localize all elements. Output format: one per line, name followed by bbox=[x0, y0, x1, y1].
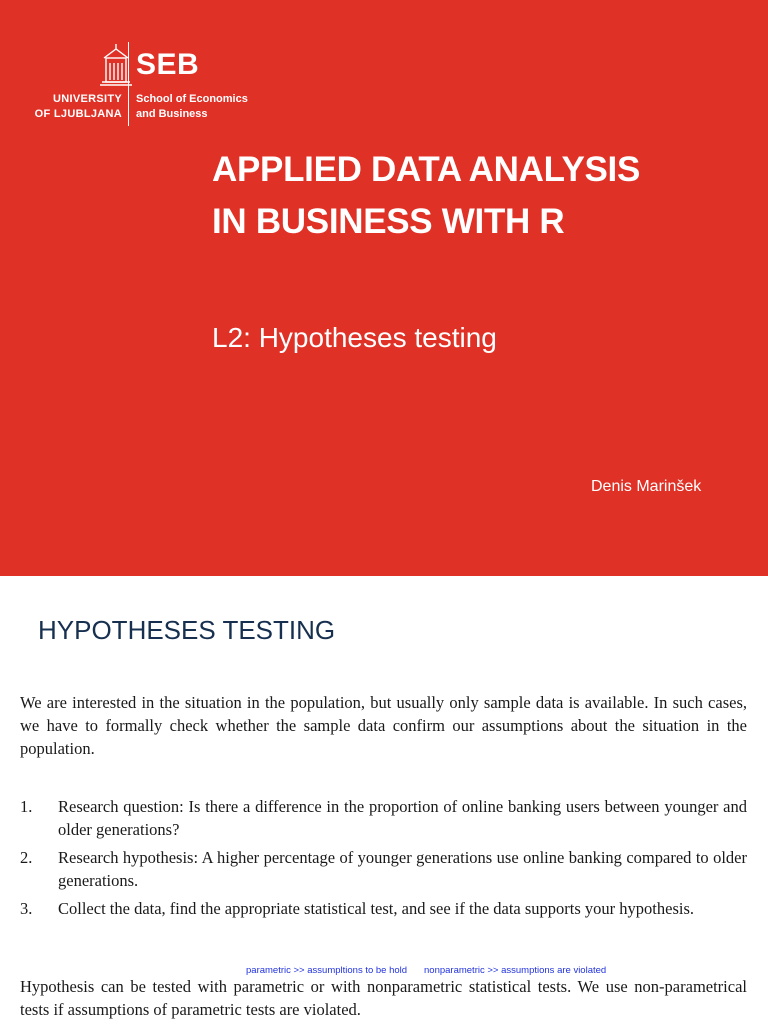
slide-heading: HYPOTHESES TESTING bbox=[38, 615, 336, 645]
logo-brand: SEB bbox=[136, 48, 200, 81]
logo-divider bbox=[128, 42, 129, 126]
content-slide bbox=[0, 580, 768, 1024]
logo-university-name: UNIVERSITY OF LJUBLJANA bbox=[34, 93, 122, 120]
course-title: APPLIED DATA ANALYSIS IN BUSINESS WITH R bbox=[212, 150, 641, 241]
lecture-subtitle: L2: Hypotheses testing bbox=[212, 322, 497, 353]
university-logo bbox=[34, 44, 280, 124]
annotation-parametric: parametric >> assumpltions to be hold bbox=[246, 965, 408, 976]
intro-paragraph: We are interested in the situation in the population, but usually only sample data is available. In such cases, we have to formally check whether the sample data confirm our assumptions about the situation in the population. bbox=[20, 693, 747, 758]
list-item: 3. Collect the data, find the appropriate statistical test, and see if the data supports your hypothesis. bbox=[20, 899, 694, 918]
annotation-nonparametric: nonparametric >> assumptions are violated bbox=[424, 965, 607, 976]
steps-list bbox=[20, 795, 747, 925]
list-item: 1. Research question: Is there a difference in the proportion of online banking users between younger and older generations? bbox=[20, 797, 747, 839]
author-name: Denis Marinšek bbox=[591, 478, 702, 495]
logo-school-name: School of Economics and Business bbox=[136, 93, 248, 120]
closing-paragraph: Hypothesis can be tested with parametric or with nonparametric statistical tests. We use non-parametrical tests if assumptions of parametric tests are violated. bbox=[20, 977, 747, 1019]
list-item: 2. Research hypothesis: A higher percentage of younger generations use online banking compared to older generations. bbox=[20, 848, 747, 890]
